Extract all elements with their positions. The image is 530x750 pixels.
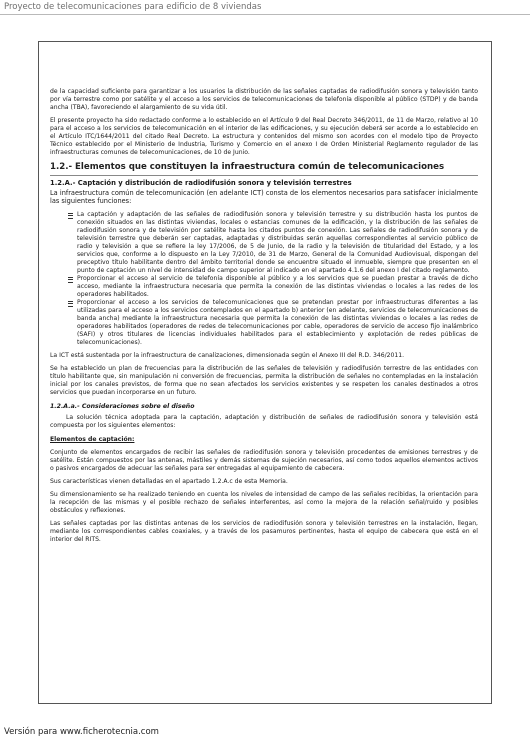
- list-item-text: La captación y adaptación de las señales de radiodifusión sonora y televisión terrestre y su distribución hasta los puntos de conexión situados en las distintas viviendas, locales o estancias comunes de la edificación, y la distribución de las señales de radiodifusión sonora y de televisión por satélite hasta los citados puntos de conexión. Las señales de radiodifusión sonora y de televisión terrestre que deberán ser captadas, adaptadas y distribuidas serán aquellas correspondientes al servicio público de radio y televisión a que se refiere la ley 17/2006, de 5 de Junio, de la radio y la televisión de titularidad del Estado, y a los servicios que, conforme a lo dispuesto en la Ley 7/2010, de 31 de Marzo, General de la Comunidad Audiovisual, dispongan del preceptivo título habilitante dentro del ámbito territorial donde se encuentre situado el inmueble, siempre que presenten en el punto de captación un nivel de intensidad de campo superior al indicado en el apartado 4.1.6 del anexo I del citado reglamento.: [77, 210, 478, 274]
- list-item: [68, 211, 478, 275]
- paragraph-characteristics: Sus características vienen detalladas en el apartado 1.2.A.c de esta Memoria.: [50, 477, 288, 485]
- paragraph-legal-basis: El presente proyecto ha sido redactado conforme a lo establecido en el Artículo 9 del Real Decreto 346/2011, de 11 de Marzo, relativo al 10 para el acceso a los servicios de telecomunicación en el interior de las edificaciones, y su ejecución deberá ser acorde a lo establecido en el Artículo ITC/1644/2011 del citado Real Decreto. La estructura y contenidos del mismo son acordes con el modelo tipo de Proyecto Técnico establecido por el Ministerio de Industria, Turismo y Comercio en el anexo I de Orden Ministerial Reglamento regulador de las infraestructuras comunes de telecomunicaciones, de 10 de Junio.: [50, 117, 478, 156]
- design-considerations-heading: 1.2.A.a.- Consideraciones sobre el diseño: [50, 402, 195, 410]
- paragraph-captacion-description: Conjunto de elementos encargados de recibir las señales de radiodifusión sonora y televisión procedentes de emisiones terrestres y de satélite. Están compuestos por las antenas, mástiles y demás sistemas de sujeción necesarios, así como todos aquellos elementos activos o pasivos encargados de adecuar las señales para ser entregadas al equipamiento de cabecera.: [50, 448, 478, 472]
- paragraph-frequency-plan: Se ha establecido un plan de frecuencias para la distribución de las señales de televisión y radiodifusión terrestre de las entidades con título habilitante que, sin manipulación ni conversión de frecuencias, permita la distribución de señales no contempladas en la instalación inicial por los canales previstos, de forma que no sean afectados los servicios existentes y se respeten los canales destinados a otros servicios que puedan incorporarse en un futuro.: [50, 364, 478, 396]
- paragraph-dimensioning: Su dimensionamiento se ha realizado teniendo en cuenta los niveles de intensidad de campo de las señales recibidas, la orientación para la recepción de las mismas y el posible rechazo de señales interferentes, así como la mejora de la relación señal/ruido y posibles obstáculos y reflexiones.: [50, 490, 478, 514]
- header-divider: [0, 14, 530, 15]
- paragraph-intro-continuation: de la capacidad suficiente para garantizar a los usuarios la distribución de las señales captadas de radiodifusión sonora y televisión tanto por vía terrestre como por satélite y el acceso a los servicios de telecomunicaciones de telefonía disponible al público (STDP) y de banda ancha (TBA), favoreciendo el alargamiento de su vida útil.: [50, 88, 478, 111]
- list-item-text: Proporcionar el acceso a los servicios de telecomunicaciones que se pretendan prestar por infraestructuras diferentes a las utilizadas para el acceso a los servicios contemplados en el apartado b) anterior (en adelante, servicios de telecomunicaciones de banda ancha) mediante la infraestructura necesaria que permita la conexión de las distintas viviendas o locales a las redes de operadores habilitados (operadores de redes de telecomunicaciones por cable, operadores de servicio de acceso fijo inalámbrico (SAFI) y otros titulares de licencias individuales habilitados para el establecimiento y explotación de redes públicas de telecomunicaciones).: [77, 298, 478, 346]
- paragraph-ict-infrastructure: La ICT está sustentada por la infraestructura de canalizaciones, dimensionada según el Anexo III del R.D. 346/2011.: [50, 351, 405, 359]
- section-heading: 1.2.- Elementos que constituyen la infraestructura común de telecomunicaciones: [50, 162, 445, 172]
- list-item: [68, 275, 478, 299]
- list-item: [68, 299, 478, 347]
- subsection-heading: 1.2.A.- Captación y distribución de radiodifusión sonora y televisión terrestres: [50, 179, 352, 187]
- functions-list: [50, 211, 478, 347]
- page-content: [50, 88, 478, 549]
- bullet-icon: [68, 301, 73, 307]
- paragraph-functions-intro: La infraestructura común de telecomunicación (en adelante ICT) consta de los elementos necesarios para satisfacer inicialmente las siguientes funciones:: [50, 189, 478, 206]
- captacion-heading: Elementos de captación:: [50, 435, 135, 443]
- paragraph-signal-path: Las señales captadas por las distintas antenas de los servicios de radiodifusión sonora y televisión terrestres en la instalación, llegan, mediante los correspondientes cables coaxiales, y a través de los pasamuros pertinentes, hasta el equipo de cabecera que está en el interior del RITS.: [50, 519, 478, 543]
- section-heading-rule: [50, 175, 478, 176]
- footer-source: Versión para www.ficherotecnia.com: [4, 727, 159, 737]
- bullet-icon: [68, 213, 73, 219]
- bullet-icon: [68, 277, 73, 283]
- paragraph-technical-solution: La solución técnica adoptada para la captación, adaptación y distribución de señales de radiodifusión sonora y televisión está compuesta por los siguientes elementos:: [50, 413, 478, 429]
- list-item-text: Proporcionar el acceso al servicio de telefonía disponible al público y a los servicios que se puedan prestar a través de dicho acceso, mediante la infraestructura necesaria que permita la conexión de las distintas viviendas o locales a las redes de los operadores habilitados.: [77, 274, 478, 298]
- document-title: Proyecto de telecomunicaciones para edificio de 8 viviendas: [4, 2, 262, 12]
